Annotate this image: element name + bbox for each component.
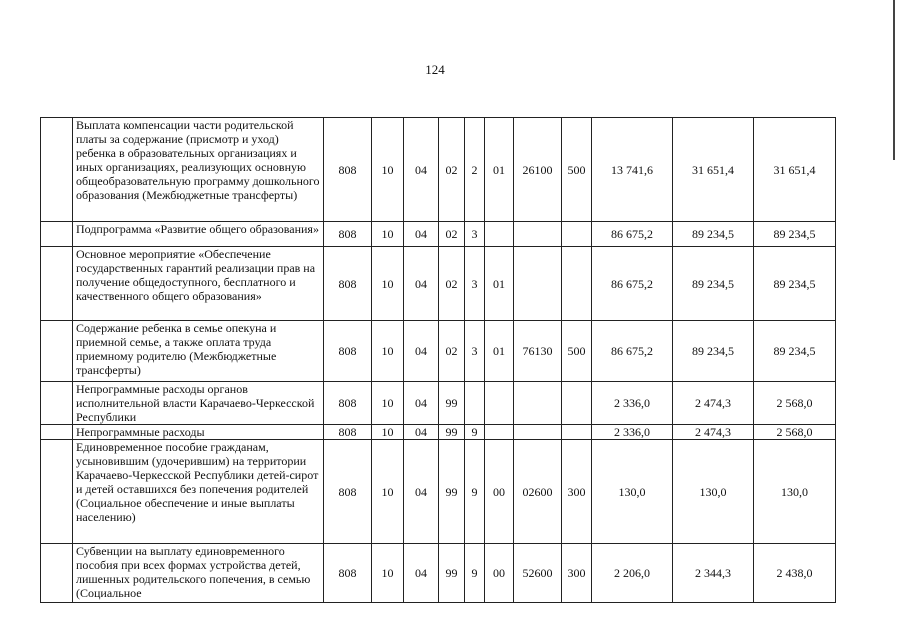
table-row	[41, 247, 836, 321]
cell-dir	[514, 382, 562, 425]
row-margin-cell	[41, 247, 73, 321]
cell-sum3: 2 568,0	[754, 382, 836, 425]
cell-sum1: 2 336,0	[592, 425, 673, 440]
row-margin-cell	[41, 321, 73, 382]
cell-sum2: 2 474,3	[673, 425, 754, 440]
cell-dir	[514, 425, 562, 440]
cell-rz: 10	[372, 425, 404, 440]
cell-sum3: 130,0	[754, 440, 836, 544]
cell-sum2: 31 651,4	[673, 118, 754, 222]
row-name: Непрограммные расходы органов исполнительной власти Карачаево-Черкесской Республики	[73, 382, 324, 425]
cell-pr: 04	[404, 118, 439, 222]
cell-prog: 02	[439, 321, 465, 382]
cell-sum2: 89 234,5	[673, 247, 754, 321]
cell-rz: 10	[372, 544, 404, 603]
cell-prog: 99	[439, 425, 465, 440]
cell-sum3: 2 568,0	[754, 425, 836, 440]
cell-sum1: 86 675,2	[592, 321, 673, 382]
cell-sum1: 13 741,6	[592, 118, 673, 222]
cell-sub: 3	[465, 247, 485, 321]
row-margin-cell	[41, 118, 73, 222]
cell-main: 01	[485, 118, 514, 222]
cell-pr: 04	[404, 544, 439, 603]
page-number: 124	[425, 62, 445, 77]
cell-sum1: 86 675,2	[592, 247, 673, 321]
cell-grbs: 808	[324, 425, 372, 440]
cell-sub	[465, 382, 485, 425]
table-row	[41, 222, 836, 247]
cell-sum3: 2 438,0	[754, 544, 836, 603]
cell-main: 01	[485, 321, 514, 382]
cell-sum1: 2 206,0	[592, 544, 673, 603]
cell-vr: 500	[562, 321, 592, 382]
table-row	[41, 321, 836, 382]
cell-vr: 300	[562, 544, 592, 603]
cell-prog: 02	[439, 247, 465, 321]
cell-dir	[514, 247, 562, 321]
cell-dir	[514, 222, 562, 247]
cell-rz: 10	[372, 382, 404, 425]
row-name: Субвенции на выплату единовременного пособия при всех формах устройства детей, лишенных родительского попечения, в семью (Социальное	[73, 544, 324, 603]
cell-main	[485, 222, 514, 247]
cell-sub: 3	[465, 321, 485, 382]
cell-sum2: 89 234,5	[673, 321, 754, 382]
cell-vr	[562, 222, 592, 247]
row-name: Содержание ребенка в семье опекуна и приемной семье, а также оплата труда приемному родителю (Межбюджетные трансферты)	[73, 321, 324, 382]
cell-prog: 02	[439, 222, 465, 247]
row-name: Выплата компенсации части родительской платы за содержание (присмотр и уход) ребенка в образовательных организациях и иных организациях, реализующих основную общеобразовательную программу дошкольного образования (Межбюджетные трансферты)	[73, 118, 324, 222]
cell-grbs: 808	[324, 440, 372, 544]
cell-main: 01	[485, 247, 514, 321]
cell-vr: 300	[562, 440, 592, 544]
row-margin-cell	[41, 382, 73, 425]
cell-main: 00	[485, 440, 514, 544]
cell-dir: 02600	[514, 440, 562, 544]
row-name: Единовременное пособие гражданам, усыновившим (удочерившим) на территории Карачаево-Черкесской Республики детей-сирот и детей оставшихся без попечения родителей (Социальное обеспечение и иные выплаты населению)	[73, 440, 324, 544]
row-name: Основное мероприятие «Обеспечение государственных гарантий реализации прав на получение общедоступного, бесплатного и качественного общего образования»	[73, 247, 324, 321]
cell-prog: 99	[439, 382, 465, 425]
row-name: Непрограммные расходы	[73, 425, 324, 440]
cell-sum1: 2 336,0	[592, 382, 673, 425]
cell-sub: 9	[465, 544, 485, 603]
budget-table	[40, 117, 836, 603]
table-row	[41, 118, 836, 222]
row-margin-cell	[41, 544, 73, 603]
cell-main	[485, 425, 514, 440]
cell-sum3: 89 234,5	[754, 222, 836, 247]
cell-pr: 04	[404, 247, 439, 321]
cell-pr: 04	[404, 222, 439, 247]
cell-sum2: 130,0	[673, 440, 754, 544]
cell-sum3: 89 234,5	[754, 247, 836, 321]
cell-rz: 10	[372, 321, 404, 382]
cell-rz: 10	[372, 222, 404, 247]
cell-grbs: 808	[324, 321, 372, 382]
cell-sum2: 2 474,3	[673, 382, 754, 425]
cell-vr	[562, 382, 592, 425]
cell-grbs: 808	[324, 382, 372, 425]
cell-dir: 52600	[514, 544, 562, 603]
cell-grbs: 808	[324, 222, 372, 247]
cell-dir: 26100	[514, 118, 562, 222]
table-row	[41, 440, 836, 544]
row-margin-cell	[41, 222, 73, 247]
table-row	[41, 544, 836, 603]
cell-sub: 9	[465, 425, 485, 440]
cell-rz: 10	[372, 440, 404, 544]
cell-grbs: 808	[324, 544, 372, 603]
cell-grbs: 808	[324, 118, 372, 222]
cell-sum1: 86 675,2	[592, 222, 673, 247]
cell-pr: 04	[404, 321, 439, 382]
cell-sum2: 89 234,5	[673, 222, 754, 247]
cell-vr	[562, 247, 592, 321]
row-margin-cell	[41, 440, 73, 544]
cell-sum2: 2 344,3	[673, 544, 754, 603]
row-name: Подпрограмма «Развитие общего образования»	[73, 222, 324, 247]
cell-sub: 2	[465, 118, 485, 222]
cell-sum3: 89 234,5	[754, 321, 836, 382]
cell-sub: 9	[465, 440, 485, 544]
scan-edge-mark	[893, 0, 895, 160]
cell-sum3: 31 651,4	[754, 118, 836, 222]
row-margin-cell	[41, 425, 73, 440]
cell-prog: 02	[439, 118, 465, 222]
cell-grbs: 808	[324, 247, 372, 321]
cell-prog: 99	[439, 440, 465, 544]
cell-prog: 99	[439, 544, 465, 603]
cell-dir: 76130	[514, 321, 562, 382]
cell-main	[485, 382, 514, 425]
table-row	[41, 425, 836, 440]
cell-vr	[562, 425, 592, 440]
cell-rz: 10	[372, 247, 404, 321]
cell-pr: 04	[404, 382, 439, 425]
cell-vr: 500	[562, 118, 592, 222]
cell-pr: 04	[404, 425, 439, 440]
cell-pr: 04	[404, 440, 439, 544]
cell-main: 00	[485, 544, 514, 603]
table-row	[41, 382, 836, 425]
cell-rz: 10	[372, 118, 404, 222]
cell-sub: 3	[465, 222, 485, 247]
cell-sum1: 130,0	[592, 440, 673, 544]
